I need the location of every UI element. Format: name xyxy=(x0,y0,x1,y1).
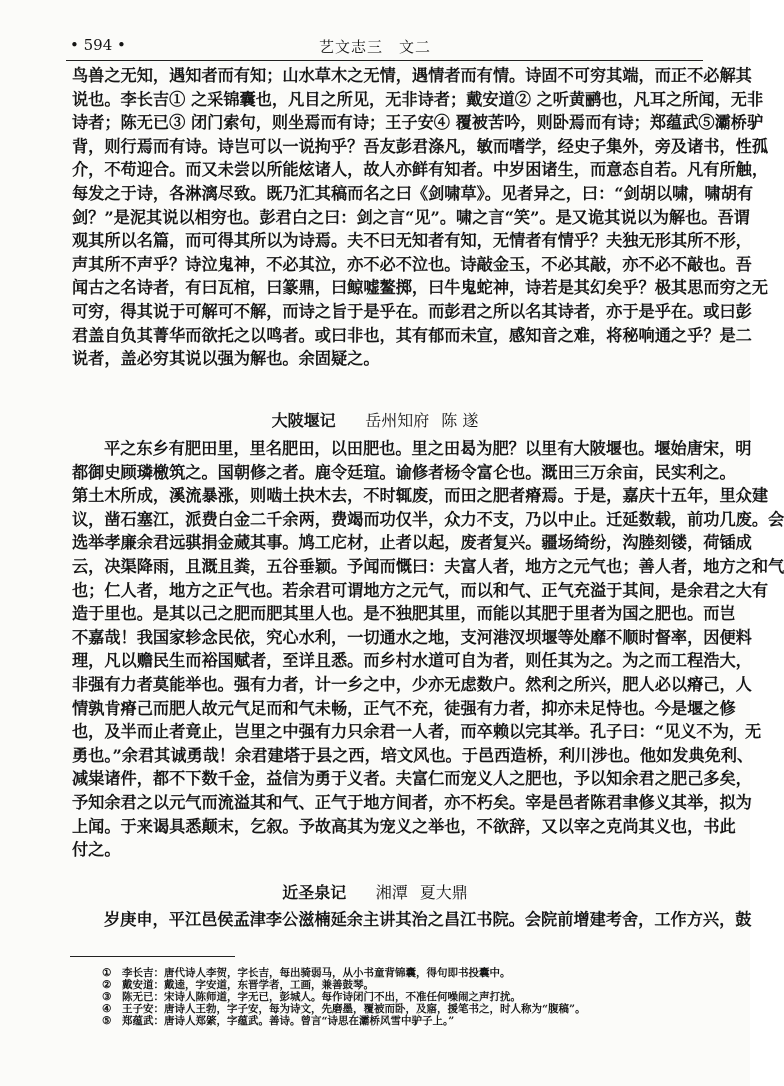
footnote-text: 李长吉：唐代诗人李贺，字长吉，每出骑弱马，从小书童背锦囊，得句即书投囊中。 xyxy=(122,967,511,979)
footnote-marker: ③ xyxy=(102,991,112,1003)
text-line: 都御史顾璘檄筑之。国朝修之者。鹿令廷瑄。谕修者杨令富仑也。溉田三万余亩，民实利之。 xyxy=(72,462,736,482)
footnote-text: 陈无已：宋诗人陈师道，字无已，彭城人。每作诗闭门不出，不准任何噪闹之声打扰。 xyxy=(122,991,521,1003)
text-line: 剑？”是泥其说以相穷也。彭君白之曰：剑之言“见”。啸之言“笑”。是又诡其说以为解也。吾谓 xyxy=(72,207,750,227)
text-line: 选举孝廉余君远骐捐金蒇其事。鸠工庀材，止者以起，废者复兴。疆场绮纷，沟塍刻镂，荷锸成 xyxy=(72,533,752,553)
text-line: 也，及半而止者竟止，岂里之中强有力只余君一人者，而卒赖以完其举。孔子曰：“见义不为，无 xyxy=(72,722,762,742)
text-line: 付之。 xyxy=(72,840,121,860)
section-2-heading xyxy=(0,408,750,431)
text-line: 予知余君之以元气而流溢其和气、正气于地方间者，亦不朽矣。宰是邑者陈君聿修义其举，拟为 xyxy=(72,792,752,812)
text-line: 诗者；陈无已③ 闭门索句，则坐焉而有诗；王子安④ 覆被苦吟，则卧焉而有诗；郑蕴武⑤灞桥驴 xyxy=(72,113,764,133)
author-office: 岳州知府 xyxy=(365,411,430,430)
text-line: 第土木所成，溪流暴涨，则啮土抉木去，不时辄废，而田之肥者瘠焉。于是，嘉庆十五年，里众建 xyxy=(72,486,769,506)
text-line: 勇也。”余君其诚勇哉！余君建塔于县之西，培文风也。于邑西造桥，利川涉也。他如发典免利、 xyxy=(72,745,754,765)
footnote-marker: ④ xyxy=(102,1003,112,1015)
footnote-marker: ① xyxy=(102,967,112,979)
footnote-text: 郑蕴武：唐诗人郑綮，字蕴武。善诗。曾言“诗思在灞桥风雪中驴子上。” xyxy=(122,1015,455,1027)
text-line: 减粜诸件，都不下数千金，益信为勇于义者。夫富仁而宠义人之肥也，予以知余君之肥己多矣， xyxy=(72,769,752,789)
author-name: 夏大鼎 xyxy=(419,883,468,902)
text-line: 也；仁人者，地方之正气也。若余君可谓地方之元气，而以和气、正气充溢于其间，是余君之大有 xyxy=(72,580,769,600)
text-line: 理，凡以赡民生而裕国赋者，至详且悉。而乡村水道可自为者，则任其为之。为之而工程浩大， xyxy=(72,651,752,671)
text-line: 云，决渠降雨，且溉且粪，五谷垂颖。予闻而慨曰：夫富人者，地方之元气也；善人者，地方之和气 xyxy=(72,556,784,576)
section-3-text xyxy=(72,908,752,932)
author-place: 湘潭 xyxy=(375,883,408,902)
text-line: 闻古之名诗者，有曰瓦棺，曰篆鼎，曰鲸嘘鳌掷，曰牛鬼蛇神，诗若是其幻矣乎？极其思而穷之无 xyxy=(72,278,769,298)
text-line: 每发之于诗，各淋漓尽致。既乃汇其稿而名之曰《剑啸草》。见者异之，曰：“剑胡以啸，啸胡有 xyxy=(72,183,754,203)
text-line: 观其所以名篇，而可得其所以为诗焉。夫不曰无知者有知，无情者有情乎？夫独无形其所不形， xyxy=(72,231,752,251)
text-line: 上闻。于来谒具悉颠末，乞叙。予故高其为宠义之举也，不欲辞，又以宰之克尚其义也，书此 xyxy=(72,816,736,836)
footnote xyxy=(102,979,374,991)
footnote-text: 王子安：唐诗人王勃，字子安，每为诗文，先磨墨，覆被而卧，及寤，援笔书之，时人称为“腹稿”。 xyxy=(122,1003,586,1015)
footnote-text: 戴安道：戴逵，字安道，东晋学者，工画，兼善鼓琴。 xyxy=(122,979,374,991)
footnote xyxy=(102,1015,454,1027)
footnote xyxy=(102,967,511,979)
text-line: 不嘉哉！我国家轸念民依，究心水利，一切通水之地，支河港汊坝堰等处靡不顺时督率，因便料 xyxy=(72,627,752,647)
text-line: 情孰肯瘠己而肥人故元气足而和气未畅，正气不充，徒强有力者，抑亦未足恃也。今是堰之修 xyxy=(72,698,736,718)
text-line: 议，凿石塞江，派费白金二千余两，费竭而功仅半，众力不支，乃以中止。迁延数载，前功几废。会 xyxy=(72,509,784,529)
footnote xyxy=(102,991,521,1003)
text-line: 说也。李长吉① 之采锦囊也，凡目之所见，无非诗者；戴安道② 之听黄鹂也，凡耳之所闻，无非 xyxy=(72,89,764,109)
section-title: 近圣泉记 xyxy=(282,883,347,902)
text-line: 平之东乡有肥田里，里名肥田，以田肥也。里之田曷为肥？以里有大陂堰也。堰始唐宋，明 xyxy=(104,439,752,458)
author-name: 陈 遂 xyxy=(441,411,479,430)
text-line: 说者，盖必穷其说以强为解也。余固疑之。 xyxy=(72,349,380,369)
running-header xyxy=(0,36,750,56)
text-line: 介，不苟迎合。而又未尝以所能炫诸人，故人亦鲜有知者。中岁困诸生，而意态自若。凡有所触， xyxy=(72,160,769,180)
header-rule xyxy=(66,60,703,61)
text-line: 岁庚申，平江邑侯孟津李公滋楠延余主讲其治之昌江书院。会院前增建考舍，工作方兴，鼓 xyxy=(104,910,752,929)
page-number: • 594 • xyxy=(70,36,126,54)
section-2-text xyxy=(72,437,784,862)
text-line: 声其所不声乎？诗泣鬼神，不必其泣，亦不必不泣也。诗敲金玉，不必其敲，亦不必不敲也。吾 xyxy=(72,254,752,274)
section-1-text xyxy=(72,64,769,371)
footnote xyxy=(102,1003,586,1015)
section-title: 大陂堰记 xyxy=(271,411,336,430)
text-line: 非强有力者莫能举也。强有力者，计一乡之中，少亦无虑数户。然利之所兴，肥人必以瘠己，人 xyxy=(72,674,752,694)
footnote-marker: ② xyxy=(102,979,112,991)
running-title: 艺文志三 文二 xyxy=(318,38,431,56)
section-3-heading xyxy=(0,880,750,903)
text-line: 造于里也。是其以己之肥而肥其里人也。是不独肥其里，而能以其肥于里者为国之肥也。而岂 xyxy=(72,604,736,624)
footnote-rule xyxy=(70,956,235,957)
text-line: 鸟兽之无知，遇知者而有知；山水草木之无情，遇情者而有情。诗固不可穷其端，而正不必解其 xyxy=(72,66,752,85)
text-line: 君盖自负其菁华而欲托之以鸣者。或曰非也，其有郁而未宣，感知音之难，将秘响通之乎？是二 xyxy=(72,325,752,345)
text-line: 可穷，得其说于可解可不解，而诗之旨于是乎在。而彭君之所以名其诗者，亦于是乎在。或曰彭 xyxy=(72,301,752,321)
footnote-marker: ⑤ xyxy=(102,1015,112,1027)
text-line: 背，则行焉而有诗。诗岂可以一说拘乎？吾友彭君涤凡，敏而嗜学，经史子集外，旁及诸书，性孤 xyxy=(72,136,769,156)
